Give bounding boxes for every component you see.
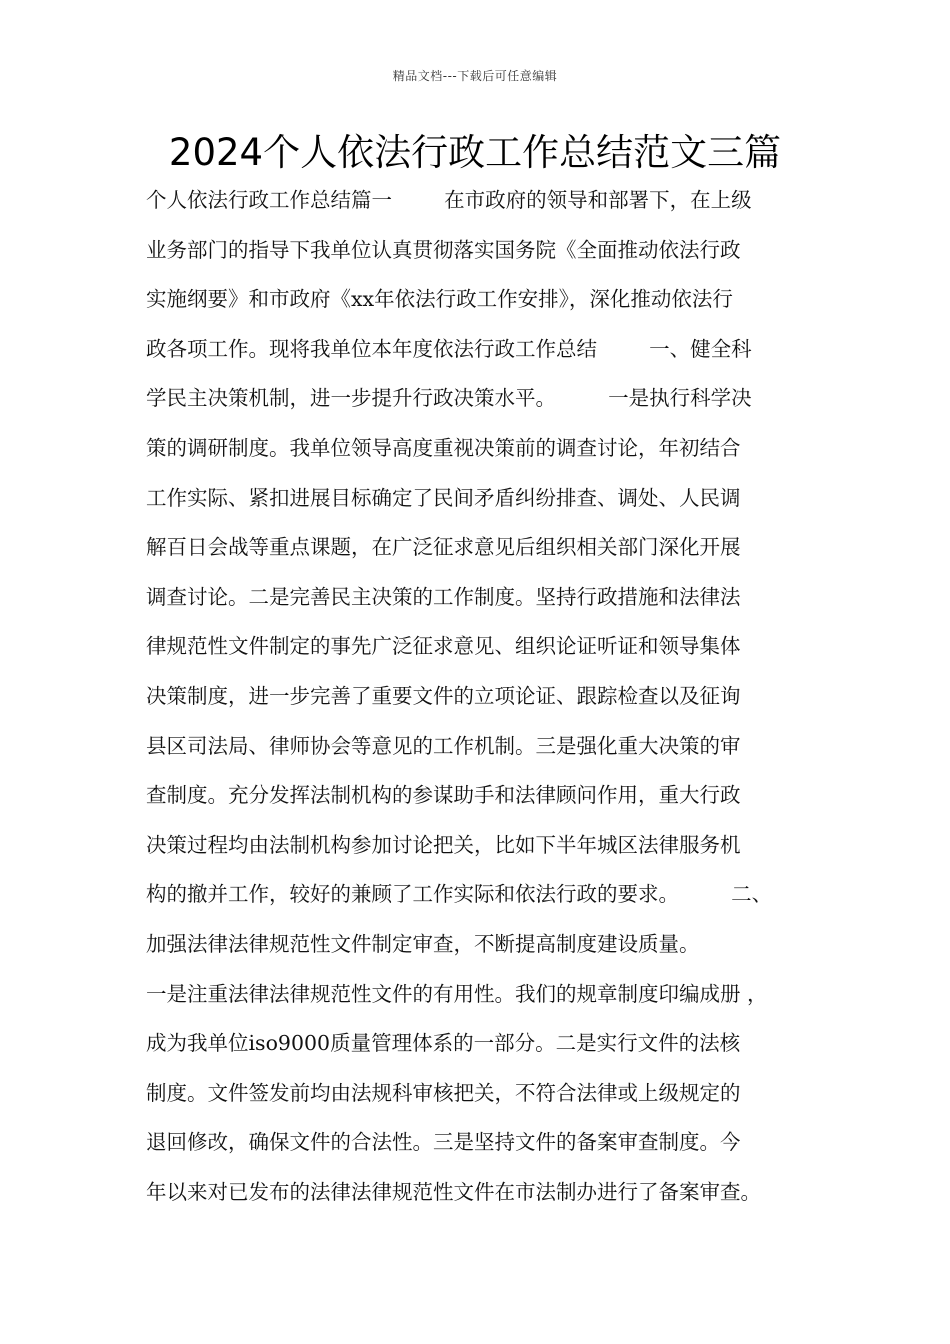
- body-line: 构的撤并工作，较好的兼顾了工作实际和依法行政的要求。 二、: [146, 882, 773, 907]
- body-line: 政各项工作。现将我单位本年度依法行政工作总结 一、健全科: [146, 336, 752, 361]
- body-line: 成为我单位iso9000质量管理体系的一部分。二是实行文件的法核: [146, 1031, 741, 1056]
- body-line: 年以来对已发布的法律法律规范性文件在市法制办进行了备案审查。: [146, 1179, 761, 1204]
- body-line: 律规范性文件制定的事先广泛征求意见、组织论证听证和领导集体: [146, 634, 741, 659]
- document-body: [146, 176, 836, 1217]
- body-line: 决策制度，进一步完善了重要文件的立项论证、跟踪检查以及征询: [146, 683, 741, 708]
- document-title: 2024个人依法行政工作总结范文三篇: [168, 131, 782, 174]
- body-line: 解百日会战等重点课题，在广泛征求意见后组织相关部门深化开展: [146, 535, 741, 560]
- body-line: 业务部门的指导下我单位认真贯彻落实国务院《全面推动依法行政: [146, 237, 741, 262]
- body-line: 工作实际、紧扣进展目标确定了民间矛盾纠纷排查、调处、人民调: [146, 485, 741, 510]
- body-line: 加强法律法律规范性文件制定审查，不断提高制度建设质量。: [146, 931, 700, 956]
- body-line: 制度。文件签发前均由法规科审核把关，不符合法律或上级规定的: [146, 1080, 741, 1105]
- body-line: 决策过程均由法制机构参加讨论把关，比如下半年城区法律服务机: [146, 832, 741, 857]
- body-line: 一是注重法律法律规范性文件的有用性。我们的规章制度印编成册 ，: [146, 981, 768, 1006]
- body-line: 县区司法局、律师协会等意见的工作机制。三是强化重大决策的审: [146, 733, 741, 758]
- body-line: 调查讨论。二是完善民主决策的工作制度。坚持行政措施和法律法: [146, 584, 741, 609]
- body-line: 个人依法行政工作总结篇一 在市政府的领导和部署下，在上级: [146, 188, 752, 212]
- body-line: 实施纲要》和市政府《xx年依法行政工作安排》，深化推动依法行: [146, 287, 733, 312]
- body-line: 学民主决策机制，进一步提升行政决策水平。 一是执行科学决: [146, 386, 752, 411]
- body-line: 策的调研制度。我单位领导高度重视决策前的调查讨论，年初结合: [146, 435, 741, 460]
- body-line: 查制度。充分发挥法制机构的参谋助手和法律顾问作用，重大行政: [146, 783, 741, 808]
- page-header: 精品文档---下载后可任意编辑: [392, 69, 558, 83]
- body-line: 退回修改，确保文件的合法性。三是坚持文件的备案审查制度。今: [146, 1130, 741, 1155]
